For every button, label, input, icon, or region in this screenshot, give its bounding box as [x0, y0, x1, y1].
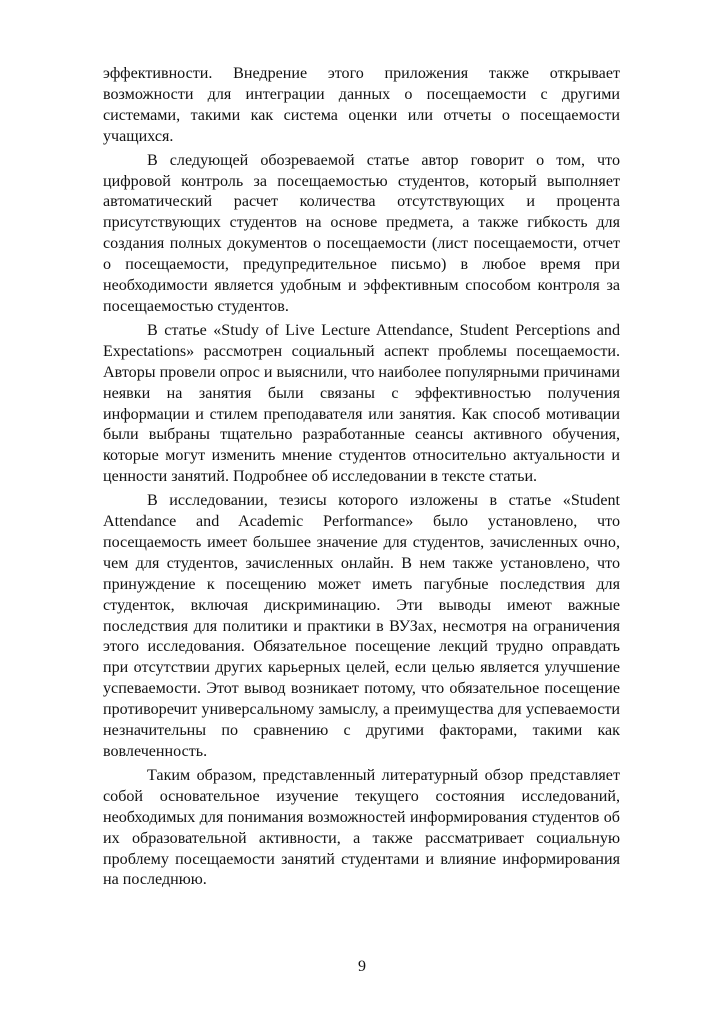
page-number: 9 — [358, 958, 366, 975]
paragraph-digital-control: В следующей обозреваемой статье автор говорит о том, что цифровой контроль за посещаемостью студентов, который выполняет автоматический расчет количества отсутствующих и процента присутствующих студентов на основе предмета, а также гибкость для создания полных документов о посещаемости (лист посещаемости, отчет о посещаемости, предупредительное письмо) в любое время при необходимости является удобным и эффективным способом контроля за посещаемостью студентов. — [103, 151, 620, 315]
document-body — [103, 64, 620, 894]
paragraph-conclusion: Таким образом, представленный литературный обзор представляет собой основательное изучение текущего состояния исследований, необходимых для понимания возможностей информирования студентов об их образовательной активности, а также рассматривает социальную проблему посещаемости занятий студентами и влияние информирования на последнюю. — [103, 766, 620, 889]
paragraph-continuation: эффективности. Внедрение этого приложения также открывает возможности для интеграции данных о посещаемости с другими системами, такими как система оценки или отчеты о посещаемости учащихся. — [103, 65, 620, 145]
paragraph-attendance-performance: В исследовании, тезисы которого изложены в статье «Student Attendance and Academic Performance» было установлено, что посещаемость имеет большее значение для студентов, зачисленных очно, чем для студентов, зачисленных онлайн. В нем также установлено, что принуждение к посещению может иметь пагубные последствия для студенток, включая дискриминацию. Эти выводы имеют важные последствия для политики и практики в ВУЗах, несмотря на ограничения этого исследования. Обязательное посещение лекций трудно оправдать при отсутствии других карьерных целей, если целью является улучшение успеваемости. Этот вывод возникает потому, что обязательное посещение противоречит универсальному замыслу, а преимущества для успеваемости незначительны по сравнению с другими факторами, такими как вовлеченность. — [103, 492, 620, 760]
paragraph-live-lecture-study: В статье «Study of Live Lecture Attendance, Student Perceptions and Expectations» рассмотрен социальный аспект проблемы посещаемости. Авторы провели опрос и выяснили, что наиболее популярными причинами неявки на занятия были связаны с эффективностью получения информации и стилем преподавателя или занятия. Как способ мотивации были выбраны тщательно разработанные сеансы активного обучения, которые могут изменить мнение студентов относительно актуальности и ценности занятий. Подробнее об исследовании в тексте статьи. — [103, 321, 621, 486]
